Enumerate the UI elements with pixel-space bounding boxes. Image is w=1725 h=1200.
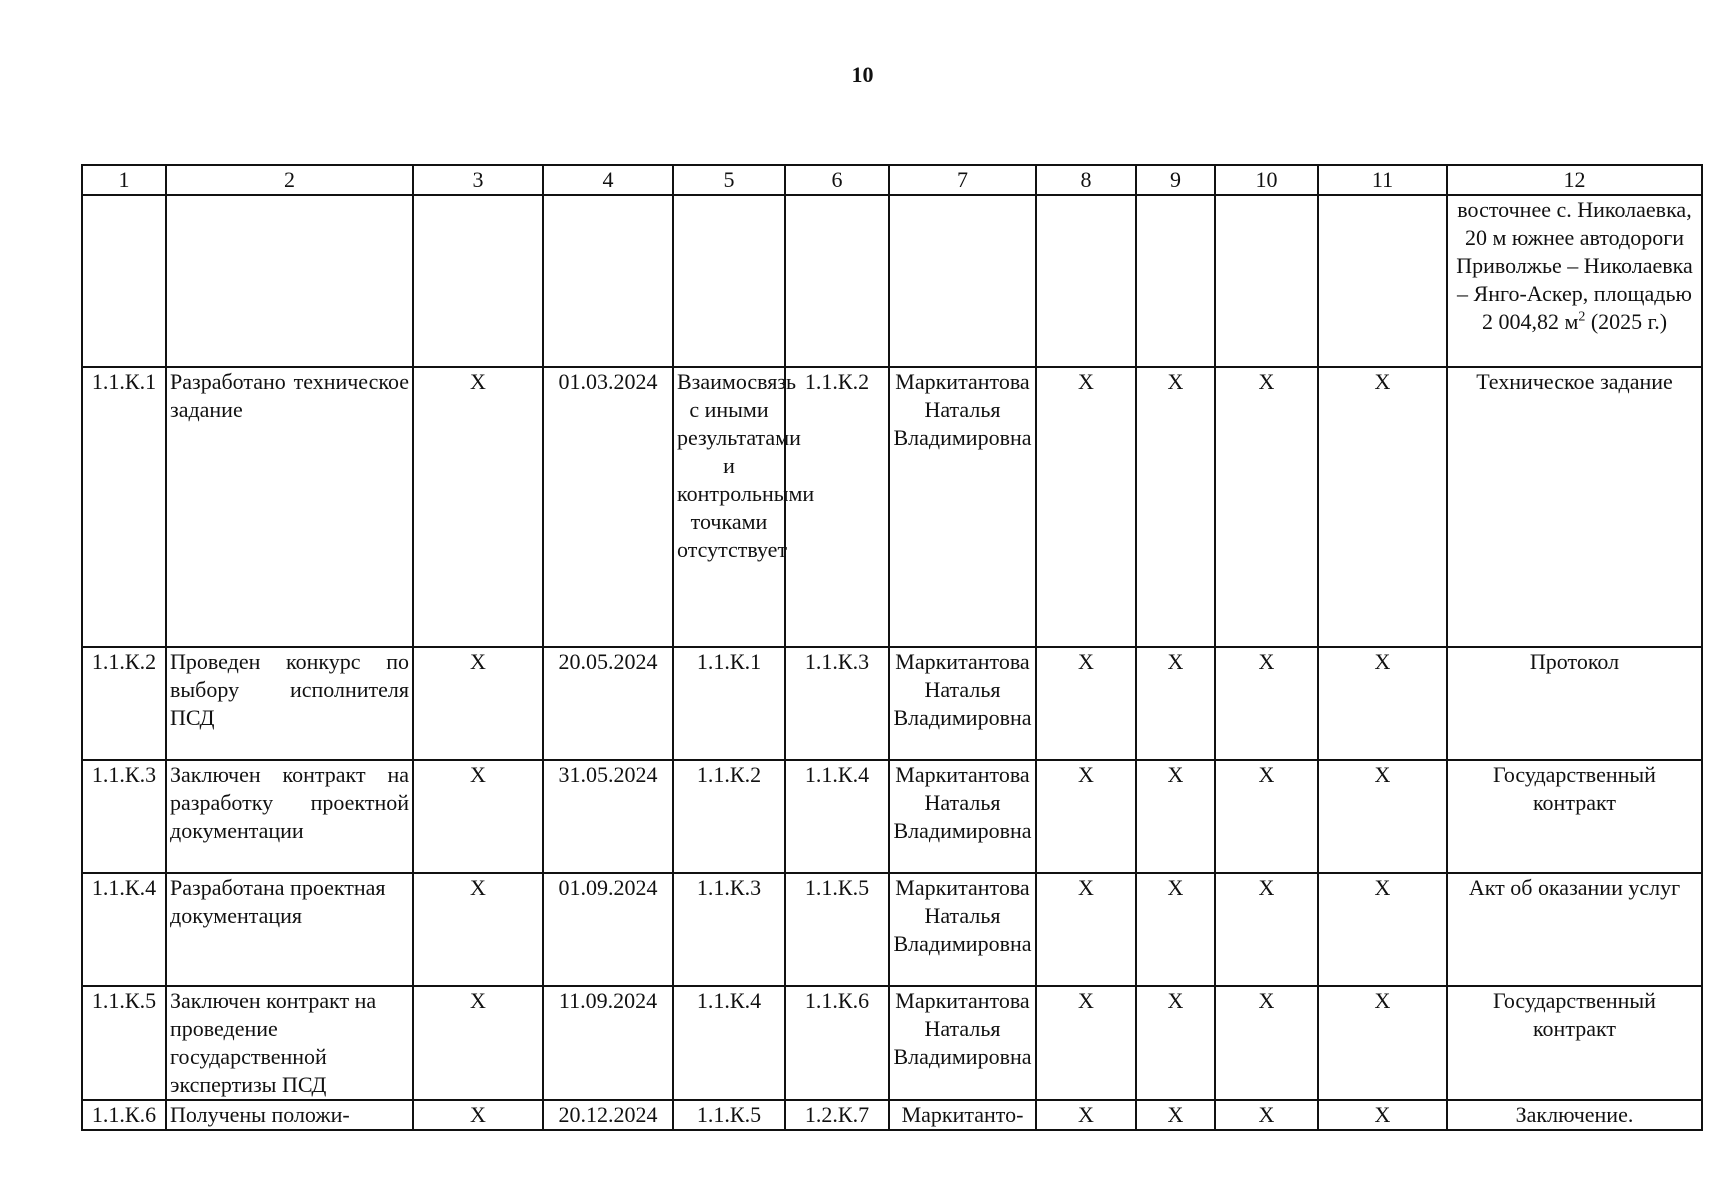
row-prev: Взаимосвязь с иными результатами и контрольными точками отсутствует: [673, 367, 785, 647]
cell-x: Х: [1036, 1100, 1136, 1130]
location-cell: [1447, 195, 1702, 367]
cell-x: Х: [413, 1100, 543, 1130]
table-row: [82, 986, 1702, 1100]
table-cell: [1036, 195, 1136, 367]
row-document: Протокол: [1447, 647, 1702, 760]
row-date: 01.09.2024: [543, 873, 673, 986]
cell-x: Х: [1136, 986, 1215, 1100]
row-id: 1.1.К.2: [82, 647, 166, 760]
cell-x: Х: [1136, 873, 1215, 986]
row-prev: 1.1.К.3: [673, 873, 785, 986]
column-header: 8: [1036, 165, 1136, 195]
cell-x: Х: [1215, 873, 1318, 986]
cell-x: Х: [413, 647, 543, 760]
cell-x: Х: [413, 986, 543, 1100]
cell-x: Х: [1215, 367, 1318, 647]
column-header: 5: [673, 165, 785, 195]
column-header: 1: [82, 165, 166, 195]
table-row: [82, 647, 1702, 760]
cell-x: Х: [1136, 1100, 1215, 1130]
table-cell: [1136, 195, 1215, 367]
row-responsible: Маркитантова Наталья Владимировна: [889, 760, 1036, 873]
row-name: Проведен конкурс по выбору исполнителя ПСД: [166, 647, 413, 760]
row-date: 20.12.2024: [543, 1100, 673, 1130]
cell-x: Х: [1215, 1100, 1318, 1130]
row-next: 1.1.К.4: [785, 760, 889, 873]
column-header: 9: [1136, 165, 1215, 195]
cell-x: Х: [413, 760, 543, 873]
row-name: Получены положи-: [166, 1100, 413, 1130]
row-next: 1.1.К.5: [785, 873, 889, 986]
cell-x: Х: [1215, 647, 1318, 760]
row-name: Заключен контракт на проведение государственной экспертизы ПСД: [166, 986, 413, 1100]
row-responsible: Маркитантова Наталья Владимировна: [889, 873, 1036, 986]
table-cell: [785, 195, 889, 367]
row-document: Государственный контракт: [1447, 760, 1702, 873]
row-responsible: Маркитантова Наталья Владимировна: [889, 986, 1036, 1100]
cell-x: Х: [1136, 760, 1215, 873]
row-document: Техническое задание: [1447, 367, 1702, 647]
table-cell: [543, 195, 673, 367]
row-document: Акт об оказании услуг: [1447, 873, 1702, 986]
document-table: [81, 164, 1703, 1131]
table-cell: [889, 195, 1036, 367]
row-responsible: Маркитанто-: [889, 1100, 1036, 1130]
continuation-row: [82, 195, 1702, 367]
row-id: 1.1.К.4: [82, 873, 166, 986]
cell-x: Х: [1318, 760, 1447, 873]
column-header: 7: [889, 165, 1036, 195]
table-row: [82, 873, 1702, 986]
row-next: 1.1.К.6: [785, 986, 889, 1100]
cell-x: Х: [1036, 873, 1136, 986]
row-id: 1.1.К.5: [82, 986, 166, 1100]
row-name: Разработана проектная документация: [166, 873, 413, 986]
row-responsible: Маркитантова Наталья Владимировна: [889, 647, 1036, 760]
column-header: 12: [1447, 165, 1702, 195]
cell-x: Х: [1215, 986, 1318, 1100]
table-cell: [673, 195, 785, 367]
row-next: 1.2.К.7: [785, 1100, 889, 1130]
cell-x: Х: [1036, 760, 1136, 873]
row-document: Государственный контракт: [1447, 986, 1702, 1100]
row-prev: 1.1.К.2: [673, 760, 785, 873]
row-date: 31.05.2024: [543, 760, 673, 873]
table-cell: [166, 195, 413, 367]
row-prev: 1.1.К.1: [673, 647, 785, 760]
column-header: 11: [1318, 165, 1447, 195]
row-document: Заключение.: [1447, 1100, 1702, 1130]
cell-x: Х: [413, 367, 543, 647]
cell-x: Х: [1318, 647, 1447, 760]
row-name: Разработано техническое задание: [166, 367, 413, 647]
page-number: 10: [851, 62, 874, 87]
cell-x: Х: [1318, 986, 1447, 1100]
table-cell: [1318, 195, 1447, 367]
row-next: 1.1.К.3: [785, 647, 889, 760]
row-name: Заключен контракт на разработку проектной документации: [166, 760, 413, 873]
table-row: [82, 367, 1702, 647]
row-prev: 1.1.К.4: [673, 986, 785, 1100]
table-cell: [82, 195, 166, 367]
column-header: 10: [1215, 165, 1318, 195]
cell-x: Х: [1036, 986, 1136, 1100]
cell-x: Х: [1318, 1100, 1447, 1130]
row-id: 1.1.К.3: [82, 760, 166, 873]
table-row: [82, 760, 1702, 873]
location-year: (2025 г.): [1585, 309, 1668, 334]
table-cell: [413, 195, 543, 367]
table-row: [82, 1100, 1702, 1130]
row-responsible: Маркитантова Наталья Владимировна: [889, 367, 1036, 647]
header-row: [82, 165, 1702, 195]
table-cell: [1215, 195, 1318, 367]
cell-x: Х: [1136, 367, 1215, 647]
row-date: 11.09.2024: [543, 986, 673, 1100]
cell-x: Х: [1136, 647, 1215, 760]
cell-x: Х: [1036, 367, 1136, 647]
location-text: восточнее с. Николаевка, 20 м южнее автодороги Приволжье – Николаевка – Янго-Аскер, площадью 2 004,82 м: [1456, 197, 1693, 334]
cell-x: Х: [413, 873, 543, 986]
row-next: 1.1.К.2: [785, 367, 889, 647]
row-date: 01.03.2024: [543, 367, 673, 647]
superscript: 2: [1578, 309, 1586, 325]
row-date: 20.05.2024: [543, 647, 673, 760]
row-id: 1.1.К.6: [82, 1100, 166, 1130]
column-header: 2: [166, 165, 413, 195]
cell-x: Х: [1036, 647, 1136, 760]
cell-x: Х: [1318, 367, 1447, 647]
cell-x: Х: [1318, 873, 1447, 986]
row-prev: 1.1.К.5: [673, 1100, 785, 1130]
column-header: 3: [413, 165, 543, 195]
column-header: 6: [785, 165, 889, 195]
column-header: 4: [543, 165, 673, 195]
cell-x: Х: [1215, 760, 1318, 873]
row-id: 1.1.К.1: [82, 367, 166, 647]
